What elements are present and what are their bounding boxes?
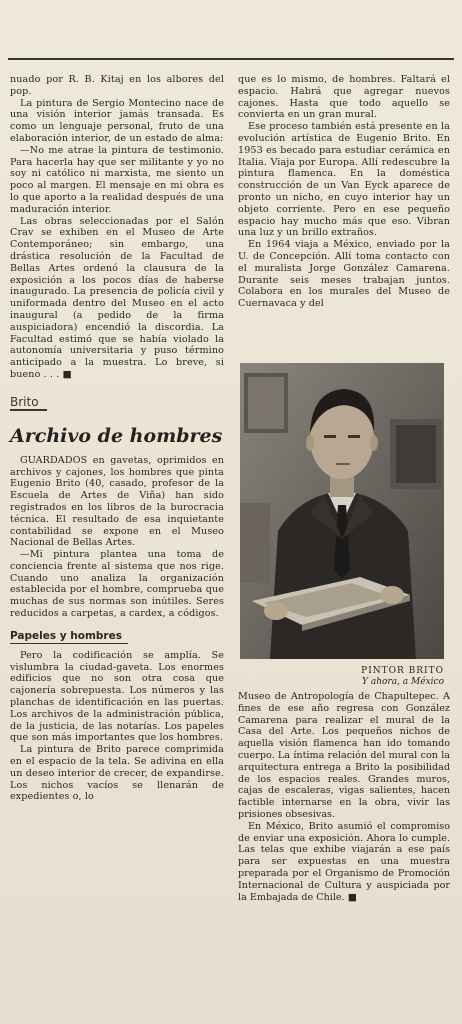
right-column [238,74,450,310]
top-rule [8,58,454,60]
paragraph: Museo de Antropología de Chapultepec. A fines de ese año regresa con González Camarena para realizar el mural de la Casa del Arte. Los pequeños nichos de aquella visión flamenca han ido tomando cuerpo. La íntima relación del mural con la arquitectura entrega a Brito la posibilidad de los espacios reales. Grandes muros, cajas de escaleras, vigas salientes, hacen factible internarse en la obra, vivir las prisiones obsesivas. [238,691,450,820]
paragraph: En México, Brito asumió el compromiso de enviar una exposición. Ahora lo cumple. Las telas que exhibe viajarán a ese país para ser expuestas en una muestra preparada por el Organismo de Promoción Internacional de Cultura y auspiciada por la Embajada de Chile. ■ [238,820,450,903]
photo-caption [240,666,444,688]
portrait-photo [240,363,444,659]
right-column-lower [238,691,450,903]
paragraph: La pintura de Sergio Montecino nace de una visión interior jamás transada. Es como un lenguaje personal, fruto de una elaboración interior, de un estado de alma: [10,97,224,144]
portrait-illustration [240,363,444,659]
paragraph: Ese proceso también está presente en la evolución artística de Eugenio Brito. En 1953 es becado para estudiar cerámica en Italia. Viaja por Europa. Allí redescubre la pintura flamenca. En la doméstica construcción de un Van Eyck aparece de pronto un nicho, en cuyo interior hay un objeto corriente. Pero en ese pequeño espacio hay mucho más que eso. Vibran una luz y un brillo extraños. [238,121,450,239]
caption-name: PINTOR BRITO [361,666,444,676]
caption-subtitle: Y ahora, a México [362,677,444,687]
paragraph: —No me atrae la pintura de testimonio. Para hacerla hay que ser militante y yo no soy ni católico ni marxista, me siento un poco al margen. El mensaje en mi obra es lo que aporto a la realidad después de una maduración interior. [10,144,224,215]
paragraph: En 1964 viaja a México, enviado por la U. de Concepción. Allí toma contacto con el muralista Jorge González Camarena. Durante seis meses trabajan juntos. Colabora en los murales del Museo de Cuernavaca y del [238,239,450,310]
left-column [10,74,224,803]
paragraph: Pero la codificación se amplía. Se vislumbra la ciudad-gaveta. Los enormes edificios que no son otra cosa que cajonería sobrepuesta. Los números y las planchas de identificación en las puertas. Los archivos de la administración pública, de la justicia, de las notarías. Los papeles que son más importantes que los hombres. [10,649,224,744]
paragraph: —Mi pintura plantea una toma de conciencia frente al sistema que nos rige. Cuando uno analiza la organización establecida por el hombre, comprueba que muchas de sus normas son inútiles. Seres reducidos a carpetas, a cardex, a códigos. [10,549,224,620]
paragraph: Las obras seleccionadas por el Salón Crav se exhiben en el Museo de Arte Contemporáneo; sin embargo, una drástica resolución de la Facultad de Bellas Artes ordenó la clausura de la exposición a los pocos días de haberse inaugurado. La presencia de policía civil y uniformada dentro del Museo en el acto inaugural (a pedido de la firma auspiciadora) encendió la discordia. La Facultad estimó que se había violado la autonomía universitaria y puso término anticipado a la muestra. Lo breve, si bueno . . . ■ [10,215,224,380]
paragraph: que es lo mismo, de hombres. Faltará el espacio. Habrá que agregar nuevos cajones. Hasta que todo aquello se convierta en un gran mural. [238,74,450,121]
article-headline: Archivo de hombres [10,424,223,447]
section-tag: Brito [10,395,47,411]
paragraph: GUARDADOS en gavetas, oprimidos en archivos y cajones, los hombres que pinta Eugenio Brito (40, casado, profesor de la Escuela de Artes de Viña) han sido registrados en los libros de la burocracia técnica. El resultado de esa inquietante contabilidad se expone en el Museo Nacional de Bellas Artes. [10,454,224,549]
subheading: Papeles y hombres [10,630,128,644]
paragraph: La pintura de Brito parece comprimida en el espacio de la tela. Se adivina en ella un deseo interior de crecer, de expandirse. Los nichos vacíos se llenarán de expedientes o, lo [10,744,224,803]
paragraph: nuado por R. B. Kitaj en los albores del pop. [10,74,224,97]
